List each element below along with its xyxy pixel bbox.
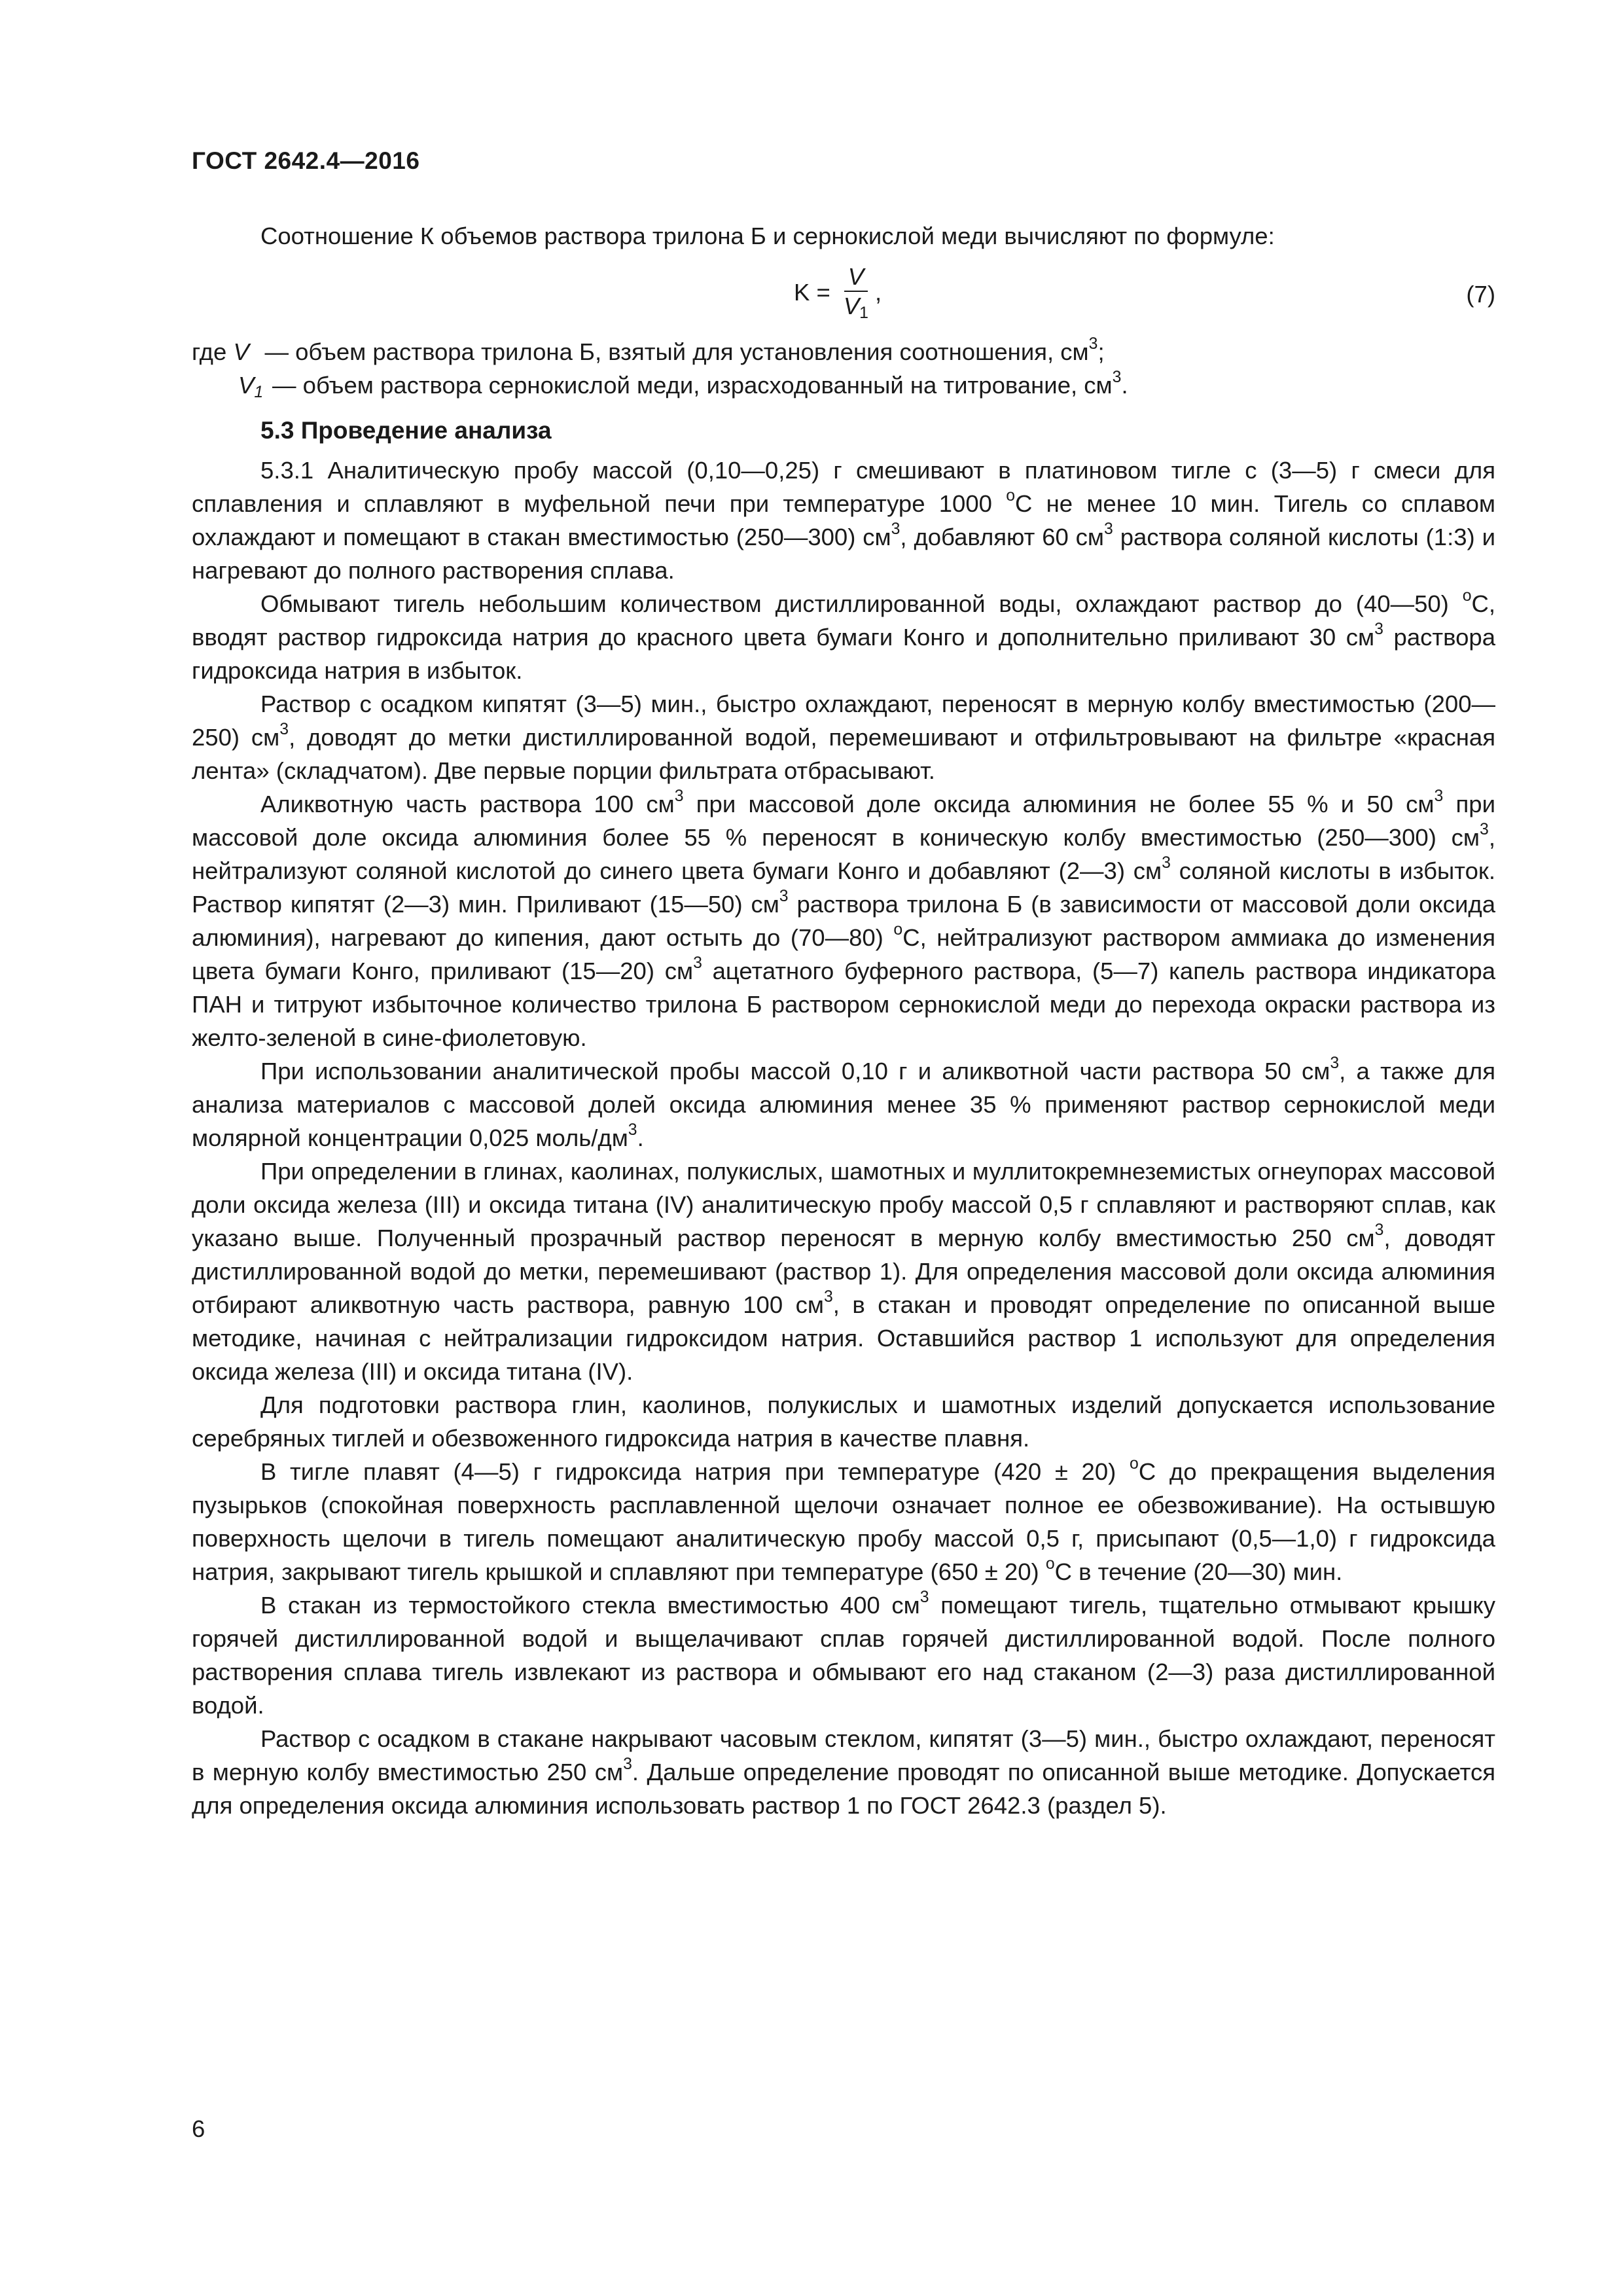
formula-lhs: K = bbox=[794, 278, 830, 306]
formula-trailing: , bbox=[874, 278, 882, 306]
formula-fraction bbox=[840, 263, 872, 321]
formula-numerator: V bbox=[844, 263, 868, 292]
formula-intro: Соотношение К объемов раствора трилона Б и сернокислой меди вычисляют по формуле: bbox=[260, 223, 1275, 249]
paragraph: Для подготовки раствора глин, каолинов, полукислых и шамотных изделий допускается использование серебряных тиглей и обезвоженного гидроксида натрия в качестве плавня. bbox=[192, 1391, 1495, 1452]
paragraph: Обмывают тигель небольшим количеством дистиллированной воды, охлаждают раствор до (40—50) $^о$С, вводят раствор гидроксида натрия до красного цвета бумаги Конго и дополнительно приливают 30 $см^3$ раствора гидроксида натрия в избыток. bbox=[192, 587, 1495, 684]
document-header: ГОСТ 2642.4—2016 bbox=[192, 147, 420, 174]
paragraph: Аликвотную часть раствора 100 $см^3$ при массовой доле оксида алюминия не более 55 % и 50 $см^3$ при массовой доле оксида алюминия более 55 % переносят в коническую колбу вместимостью (250—300) $см^3$, нейтрализуют соляной кислотой до синего цвета бумаги Конго и добавляют (2—3) $см^3$ соляной кислоты в избыток. Раствор кипятят (2—3) мин. Приливают (15—50) $см^3$ раствора трилона Б (в зависимости от массовой доли оксида алюминия), нагревают до кипения, дают остыть до (70—80) $^о$С, нейтрализуют раствором аммиака до изменения цвета бумаги Конго, приливают (15—20) $см^3$ ацетатного буферного раствора, (5—7) капель раствора индикатора ПАН и титруют избыточное количество трилона Б раствором сернокислой меди до перехода окраски раствора из желто-зеленой в сине-фиолетовую. bbox=[192, 787, 1495, 1051]
document-body bbox=[192, 219, 1495, 1822]
variable-definitions bbox=[192, 335, 1495, 402]
page-number: 6 bbox=[192, 2115, 205, 2142]
definition-v: где V — объем раствора трилона Б, взятый для установления соотношения, $см^3$; bbox=[192, 335, 1105, 365]
formula bbox=[794, 263, 882, 321]
section-title: 5.3 Проведение анализа bbox=[260, 417, 552, 444]
paragraph: При использовании аналитической пробы массой 0,10 г и аликвотной части раствора 50 $см^3$, а также для анализа материалов с массовой долей оксида алюминия менее 35 % применяют раствор сернокислой меди молярной концентрации 0,025 моль/$дм^3$. bbox=[192, 1054, 1495, 1151]
paragraph-5-3-1: 5.3.1 Аналитическую пробу массой (0,10—0,25) г смешивают в платиновом тигле с (3—5) г смеси для сплавления и сплавляют в муфельной печи при температуре 1000 $^о$С не менее 10 мин. Тигель со сплавом охлаждают и помещают в стакан вместимостью (250—300) $см^3$, добавляют 60 $см^3$ раствора соляной кислоты (1:3) и нагревают до полного растворения сплава. bbox=[192, 457, 1495, 584]
definition-v1: $V_1$ — объем раствора сернокислой меди, израсходованный на титрование, $см^3$. bbox=[238, 368, 1128, 402]
equation-number: (7) bbox=[1466, 281, 1495, 308]
paragraph: Раствор с осадком кипятят (3—5) мин., быстро охлаждают, переносят в мерную колбу вместимостью (200—250) $см^3$, доводят до метки дистиллированной водой, перемешивают и отфильтровывают на фильтре «красная лента» (складчатом). Две первые порции фильтрата отбрасывают. bbox=[192, 691, 1495, 784]
formula-block bbox=[192, 258, 1495, 335]
paragraph: Раствор с осадком в стакане накрывают часовым стеклом, кипятят (3—5) мин., быстро охлаждают, переносят в мерную колбу вместимостью 250 $см^3$. Дальше определение проводят по описанной выше методике. Допускается для определения оксида алюминия использовать раствор 1 по ГОСТ 2642.3 (раздел 5). bbox=[192, 1725, 1495, 1819]
paragraph: В стакан из термостойкого стекла вместимостью 400 $см^3$ помещают тигель, тщательно отмывают крышку горячей дистиллированной водой и выщелачивают сплав горячей дистиллированной водой. После полного растворения сплава тигель извлекают из раствора и обмывают его над стаканом (2—3) раза дистиллированной водой. bbox=[192, 1588, 1495, 1719]
paragraph: В тигле плавят (4—5) г гидроксида натрия при температуре (420 ± 20) $^о$С до прекращения выделения пузырьков (спокойная поверхность расплавленной щелочи означает полное ее обезвоживание). На остывшую поверхность щелочи в тигель помещают аналитическую пробу массой 0,5 г, присыпают (0,5—1,0) г гидроксида натрия, закрывают тигель крышкой и сплавляют при температуре (650 ± 20) $^о$С в течение (20—30) мин. bbox=[192, 1455, 1495, 1585]
formula-denominator: $V_1$ bbox=[843, 293, 868, 323]
paragraph: При определении в глинах, каолинах, полукислых, шамотных и муллитокремнеземистых огнеупорах массовой доли оксида железа (III) и оксида титана (IV) аналитическую пробу массой 0,5 г сплавляют и растворяют сплав, как указано выше. Полученный прозрачный раствор переносят в мерную колбу вместимостью 250 $см^3$, доводят дистиллированной водой до метки, перемешивают (раствор 1). Для определения массовой доли оксида алюминия отбирают аликвотную часть раствора, равную 100 $см^3$, в стакан и проводят определение по описанной выше методике, начиная с нейтрализации гидроксидом натрия. Оставшийся раствор 1 используют для определения оксида железа (III) и оксида титана (IV). bbox=[192, 1158, 1496, 1385]
